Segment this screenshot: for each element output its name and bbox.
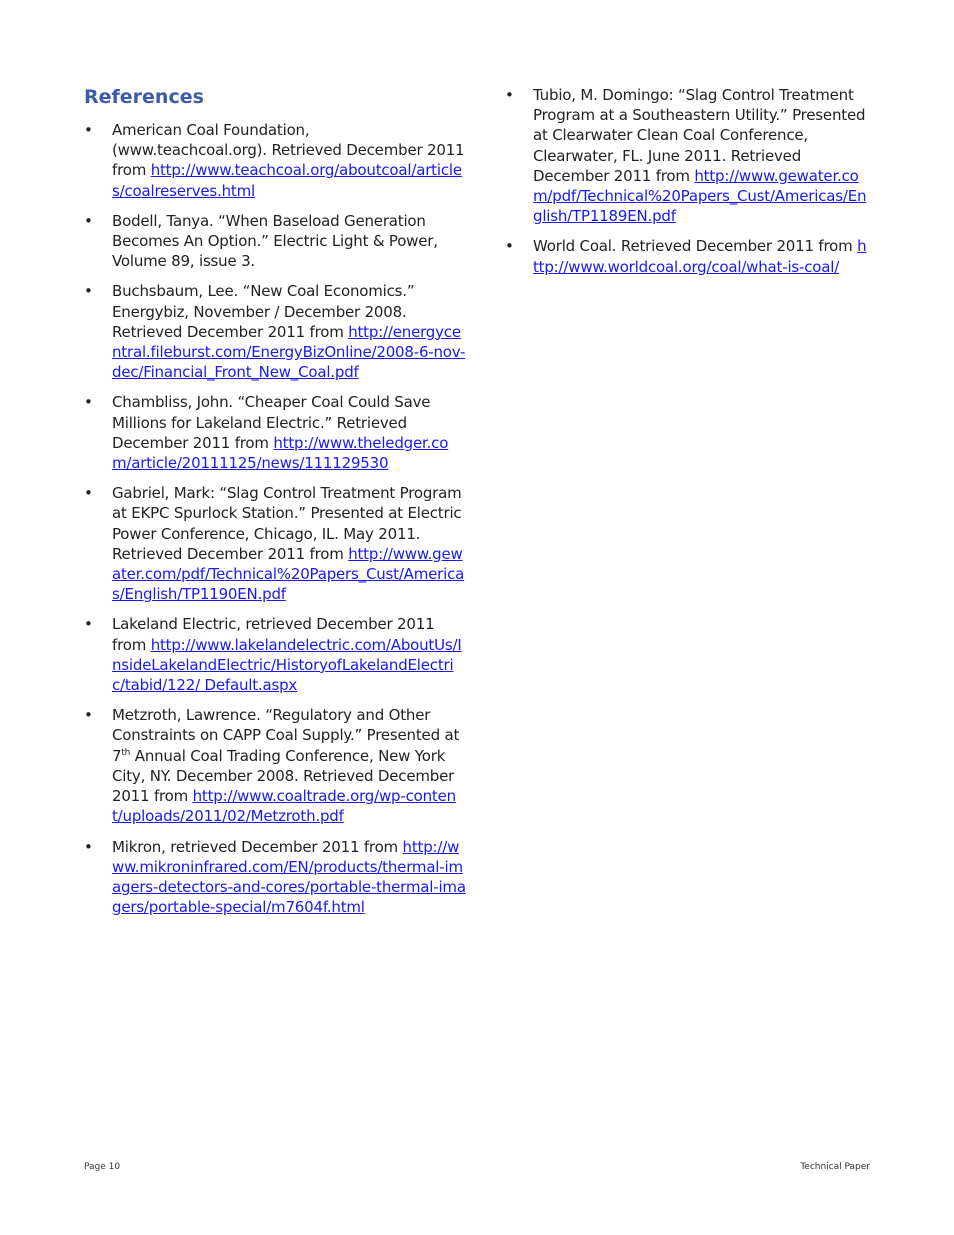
reference-text: Tubio, M. Domingo: “Slag Control Treatment Program at a Southeastern Utility.” Presented at Clearwater Clean Coal Conference, Clearwater, FL. June 2011. Retrieved December 2011 from [533, 86, 866, 185]
reference-link[interactable]: http://energycentral.fileburst.com/EnergyBizOnline/2008-6-nov-dec/Financial_Front_New_Coal.pdf [112, 322, 466, 382]
reference-item [84, 837, 466, 918]
bullet: • [84, 706, 93, 725]
bullet: • [84, 211, 93, 230]
reference-link[interactable]: http://www.mikroninfrared.com/EN/products/thermal-imagers-detectors-and-cores/portable-thermal-imagers/portable-special/m7604f.html [112, 837, 466, 917]
reference-text: Chambliss, John. “Cheaper Coal Could Save Millions for Lakeland Electric.” Retrieved December 2011 from [112, 393, 431, 452]
right-reference-list [505, 85, 870, 277]
document-type-label: Technical Paper [800, 1162, 870, 1172]
reference-text: World Coal. Retrieved December 2011 from [533, 237, 858, 256]
reference-link[interactable]: http://www.coaltrade.org/wp-content/uploads/2011/02/Metzroth.pdf [112, 787, 456, 826]
reference-item [84, 705, 466, 826]
reference-link[interactable]: http://www.lakelandelectric.com/AboutUs/InsideLakelandElectric/HistoryofLakelandElectric/tabid/122/ Default.aspx [112, 635, 462, 695]
bullet: • [84, 615, 93, 634]
reference-item [84, 614, 466, 695]
reference-link[interactable]: http://www.theledger.com/article/20111125/news/111129530 [112, 433, 449, 473]
bullet: • [84, 121, 93, 139]
reference-text: Bodell, Tanya. “When Baseload Generation Becomes An Option.” Electric Light & Power, Volume 89, issue 3. [112, 211, 438, 271]
superscript: th [121, 747, 131, 758]
bullet: • [505, 237, 514, 256]
reference-item [84, 392, 466, 473]
reference-text: Buchsbaum, Lee. “New Coal Economics.” Energybiz, November / December 2008. Retrieved December 2011 from [112, 282, 415, 341]
reference-text: Gabriel, Mark: “Slag Control Treatment Program at EKPC Spurlock Station.” Presented at Electric Power Conference, Chicago, IL. May 2011. Retrieved December 2011 from [112, 484, 462, 563]
left-reference-list [84, 120, 466, 917]
bullet: • [84, 282, 93, 301]
reference-text: American Coal Foundation, (www.teachcoal.org). Retrieved December 2011 from [112, 121, 465, 180]
reference-item [505, 85, 870, 226]
bullet: • [84, 837, 93, 856]
reference-item [84, 281, 466, 382]
bullet: • [84, 484, 93, 503]
reference-link[interactable]: http://www.gewater.com/pdf/Technical%20Papers_Cust/Americas/English/TP1190EN.pdf [112, 544, 465, 604]
bullet: • [505, 86, 514, 104]
reference-link[interactable]: http://www.teachcoal.org/aboutcoal/articles/coalreserves.html [112, 161, 462, 200]
page-number: Page 10 [84, 1162, 121, 1172]
left-column [84, 84, 466, 927]
reference-text: Lakeland Electric, retrieved December 2011 from [112, 615, 435, 654]
reference-text: Metzroth, Lawrence. “Regulatory and Other Constraints on CAPP Coal Supply.” Presented at 7 [112, 706, 460, 765]
references-heading: References [84, 86, 204, 108]
reference-text-continued: Annual Coal Trading Conference, New York City, NY. December 2008. Retrieved December 2011 from [112, 746, 455, 806]
reference-item [84, 483, 466, 604]
reference-link[interactable]: http://www.gewater.com/pdf/Technical%20Papers_Cust/Americas/English/TP1189EN.pdf [533, 166, 867, 226]
reference-item [84, 211, 466, 272]
reference-item [84, 120, 466, 201]
reference-text: Mikron, retrieved December 2011 from [112, 837, 403, 856]
reference-link[interactable]: http://www.worldcoal.org/coal/what-is-coal/ [533, 237, 867, 276]
reference-item [505, 236, 870, 276]
right-column [505, 85, 870, 287]
bullet: • [84, 393, 93, 412]
